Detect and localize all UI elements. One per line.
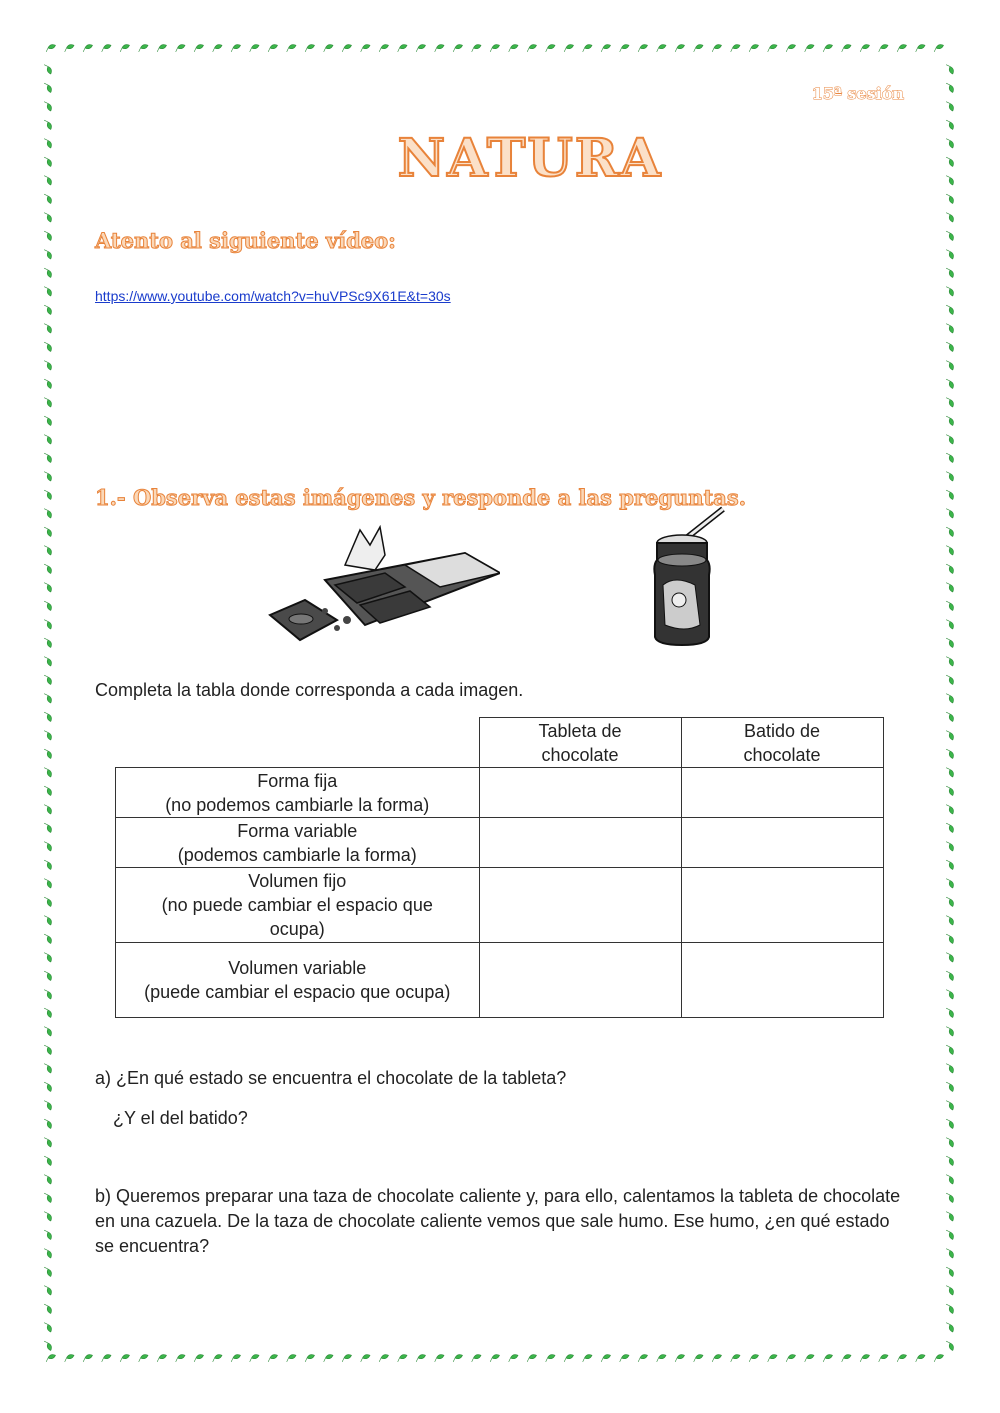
leaf-mark <box>44 266 52 278</box>
leaf-mark <box>470 1353 482 1361</box>
leaf-mark <box>946 433 954 445</box>
leaf-mark <box>946 766 954 778</box>
leaf-mark <box>710 43 722 51</box>
leaf-mark <box>44 673 52 685</box>
leaf-mark <box>636 43 648 51</box>
leaf-mark <box>946 895 954 907</box>
leaf-mark <box>100 1353 112 1361</box>
leaf-mark <box>655 1353 667 1361</box>
page-title: NATURA <box>397 128 663 189</box>
leaf-mark <box>44 303 52 315</box>
leaf-mark <box>618 43 630 51</box>
leaf-mark <box>44 359 52 371</box>
answer-cell[interactable] <box>479 768 681 818</box>
leaf-mark <box>946 377 954 389</box>
leaf-mark <box>655 43 667 51</box>
question-a2: ¿Y el del batido? <box>113 1108 248 1128</box>
leaf-mark <box>946 340 954 352</box>
leaf-mark <box>946 470 954 482</box>
leaf-mark <box>44 1025 52 1037</box>
leaf-mark <box>946 525 954 537</box>
leaf-mark <box>946 581 954 593</box>
leaf-mark <box>44 1339 52 1351</box>
row-label-forma-variable: Forma variable (podemos cambiarle la forma) <box>116 818 480 868</box>
leaf-mark <box>914 43 926 51</box>
leaf-mark <box>44 1321 52 1333</box>
chocolate-bar-image <box>265 525 500 645</box>
leaf-mark <box>44 1302 52 1314</box>
leaf-mark <box>44 988 52 1000</box>
leaf-mark <box>946 211 954 223</box>
leaf-mark <box>946 1339 954 1351</box>
leaf-mark <box>44 470 52 482</box>
leaf-mark <box>44 1062 52 1074</box>
leaf-mark <box>946 1025 954 1037</box>
leaf-mark <box>44 858 52 870</box>
leaf-mark <box>946 858 954 870</box>
leaf-mark <box>784 43 796 51</box>
leaf-mark <box>946 322 954 334</box>
leaf-mark <box>396 1353 408 1361</box>
table-corner <box>116 718 480 768</box>
leaf-mark <box>784 1353 796 1361</box>
leaf-mark <box>44 1154 52 1166</box>
leaf-mark <box>44 192 52 204</box>
leaf-mark <box>359 43 371 51</box>
leaf-mark <box>488 1353 500 1361</box>
leaf-mark <box>946 414 954 426</box>
leaf-mark <box>359 1353 371 1361</box>
leaf-mark <box>946 821 954 833</box>
leaf-mark <box>44 544 52 556</box>
leaf-mark <box>507 43 519 51</box>
leaf-mark <box>946 951 954 963</box>
leaf-mark <box>192 43 204 51</box>
leaf-mark <box>44 969 52 981</box>
leaf-mark <box>44 100 52 112</box>
leaf-mark <box>44 692 52 704</box>
leaf-mark <box>44 1210 52 1222</box>
leaf-mark <box>636 1353 648 1361</box>
leaf-mark <box>946 1265 954 1277</box>
leaf-mark <box>729 43 741 51</box>
leaf-mark <box>44 914 52 926</box>
leaf-mark <box>932 43 944 51</box>
leaf-mark <box>525 43 537 51</box>
leaf-mark <box>322 1353 334 1361</box>
leaf-mark <box>840 43 852 51</box>
question-b: b) Queremos preparar una taza de chocolate caliente y, para ello, calentamos la tableta de chocolate en una cazuela. De la taza de chocolate caliente vemos que sale humo. Ese humo, ¿en qué estado se encuentra? <box>95 1186 901 1256</box>
leaf-mark <box>766 43 778 51</box>
leaf-mark <box>946 396 954 408</box>
leaf-mark <box>946 1173 954 1185</box>
leaf-mark <box>248 43 260 51</box>
leaf-mark <box>211 1353 223 1361</box>
answer-cell[interactable] <box>681 943 883 1018</box>
answer-cell[interactable] <box>479 943 681 1018</box>
leaf-mark <box>803 43 815 51</box>
row-label-forma-fija: Forma fija (no podemos cambiarle la forma) <box>116 768 480 818</box>
leaf-mark <box>946 562 954 574</box>
leaf-mark <box>946 451 954 463</box>
leaf-mark <box>285 43 297 51</box>
leaf-mark <box>44 229 52 241</box>
leaf-mark <box>692 1353 704 1361</box>
leaf-mark <box>673 43 685 51</box>
leaf-mark <box>946 636 954 648</box>
leaf-mark <box>211 43 223 51</box>
leaf-mark <box>946 1062 954 1074</box>
leaf-mark <box>44 488 52 500</box>
leaf-mark <box>946 507 954 519</box>
leaf-mark <box>44 63 52 75</box>
session-label: 15ª sesión <box>811 84 904 103</box>
leaf-mark <box>340 43 352 51</box>
leaf-mark <box>946 1043 954 1055</box>
answer-cell[interactable] <box>681 818 883 868</box>
leaf-mark <box>946 285 954 297</box>
answer-cell[interactable] <box>479 868 681 943</box>
leaf-mark <box>618 1353 630 1361</box>
leaf-mark <box>692 43 704 51</box>
leaf-mark <box>544 43 556 51</box>
leaf-mark <box>377 1353 389 1361</box>
leaf-mark <box>44 951 52 963</box>
leaf-mark <box>766 1353 778 1361</box>
leaf-mark <box>155 1353 167 1361</box>
video-heading: Atento al siguiente vídeo: <box>95 228 396 253</box>
leaf-mark <box>946 1080 954 1092</box>
leaf-mark <box>821 1353 833 1361</box>
leaf-mark <box>44 784 52 796</box>
leaf-mark <box>303 1353 315 1361</box>
leaf-mark <box>44 525 52 537</box>
leaf-mark <box>946 1154 954 1166</box>
leaf-mark <box>285 1353 297 1361</box>
leaf-mark <box>946 1247 954 1259</box>
leaf-mark <box>44 562 52 574</box>
leaf-mark <box>946 1321 954 1333</box>
leaf-mark <box>322 43 334 51</box>
leaf-mark <box>155 43 167 51</box>
column-header-batido: Batido de chocolate <box>681 718 883 768</box>
leaf-mark <box>248 1353 260 1361</box>
leaf-mark <box>118 1353 130 1361</box>
leaf-mark <box>44 396 52 408</box>
leaf-mark <box>858 43 870 51</box>
leaf-mark <box>192 1353 204 1361</box>
leaf-mark <box>174 43 186 51</box>
leaf-mark <box>946 729 954 741</box>
leaf-mark <box>946 544 954 556</box>
leaf-mark <box>44 803 52 815</box>
leaf-mark <box>946 969 954 981</box>
answer-cell[interactable] <box>479 818 681 868</box>
leaf-mark <box>946 192 954 204</box>
leaf-mark <box>946 266 954 278</box>
leaf-mark <box>63 1353 75 1361</box>
leaf-mark <box>946 673 954 685</box>
leaf-mark <box>946 1228 954 1240</box>
leaf-mark <box>44 599 52 611</box>
leaf-mark <box>946 1191 954 1203</box>
leaf-mark <box>44 1099 52 1111</box>
leaf-mark <box>81 1353 93 1361</box>
leaf-mark <box>946 1006 954 1018</box>
leaf-mark <box>81 43 93 51</box>
leaf-mark <box>44 285 52 297</box>
leaf-mark <box>174 1353 186 1361</box>
leaf-mark <box>488 43 500 51</box>
leaf-mark <box>44 1006 52 1018</box>
leaf-mark <box>266 43 278 51</box>
leaf-mark <box>914 1353 926 1361</box>
leaf-mark <box>44 414 52 426</box>
leaf-mark <box>946 803 954 815</box>
leaf-mark <box>229 1353 241 1361</box>
leaf-mark <box>44 81 52 93</box>
leaf-mark <box>946 1099 954 1111</box>
leaf-mark <box>44 877 52 889</box>
row-label-volumen-fijo: Volumen fijo (no puede cambiar el espacio que ocupa) <box>116 868 480 943</box>
leaf-mark <box>44 433 52 445</box>
leaf-mark <box>507 1353 519 1361</box>
leaf-mark <box>118 43 130 51</box>
leaf-mark <box>946 877 954 889</box>
leaf-mark <box>396 43 408 51</box>
video-link[interactable]: https://www.youtube.com/watch?v=huVPSc9X61E&t=30s <box>95 288 451 304</box>
leaf-mark <box>44 636 52 648</box>
leaf-mark <box>946 988 954 1000</box>
leaf-mark <box>946 618 954 630</box>
leaf-mark <box>44 1353 56 1361</box>
leaf-mark <box>433 43 445 51</box>
leaf-mark <box>710 1353 722 1361</box>
question-1-heading: 1.- Observa estas imágenes y responde a las preguntas. <box>95 485 747 510</box>
leaf-mark <box>946 710 954 722</box>
leaf-mark <box>44 618 52 630</box>
leaf-mark <box>44 451 52 463</box>
leaf-mark <box>858 1353 870 1361</box>
leaf-mark <box>433 1353 445 1361</box>
leaf-mark <box>562 43 574 51</box>
leaf-mark <box>100 43 112 51</box>
leaf-mark <box>44 766 52 778</box>
leaf-mark <box>137 1353 149 1361</box>
leaf-mark <box>303 43 315 51</box>
leaf-mark <box>451 1353 463 1361</box>
table-instruction: Completa la tabla donde corresponda a cada imagen. <box>95 680 524 700</box>
question-a: a) ¿En qué estado se encuentra el chocolate de la tableta? <box>95 1068 567 1088</box>
leaf-mark <box>44 1173 52 1185</box>
leaf-mark <box>747 43 759 51</box>
leaf-mark <box>229 43 241 51</box>
row-label-volumen-variable: Volumen variable (puede cambiar el espacio que ocupa) <box>116 943 480 1018</box>
leaf-mark <box>729 1353 741 1361</box>
leaf-mark <box>44 1136 52 1148</box>
leaf-mark <box>946 100 954 112</box>
leaf-mark <box>946 1302 954 1314</box>
leaf-mark <box>877 43 889 51</box>
leaf-mark <box>946 1117 954 1129</box>
leaf-mark <box>377 43 389 51</box>
leaf-mark <box>44 581 52 593</box>
leaf-mark <box>525 1353 537 1361</box>
leaf-mark <box>44 1080 52 1092</box>
leaf-mark <box>581 43 593 51</box>
leaf-mark <box>44 840 52 852</box>
leaf-mark <box>932 1353 944 1361</box>
leaf-mark <box>44 1117 52 1129</box>
leaf-mark <box>599 43 611 51</box>
leaf-mark <box>946 692 954 704</box>
leaf-mark <box>63 43 75 51</box>
leaf-mark <box>266 1353 278 1361</box>
leaf-mark <box>470 43 482 51</box>
leaf-mark <box>821 43 833 51</box>
leaf-mark <box>44 1191 52 1203</box>
leaf-mark <box>44 895 52 907</box>
leaf-mark <box>946 784 954 796</box>
leaf-mark <box>946 63 954 75</box>
leaf-mark <box>946 840 954 852</box>
leaf-mark <box>599 1353 611 1361</box>
leaf-mark <box>840 1353 852 1361</box>
leaf-mark <box>946 1210 954 1222</box>
leaf-mark <box>340 1353 352 1361</box>
leaf-mark <box>803 1353 815 1361</box>
leaf-mark <box>946 248 954 260</box>
leaf-mark <box>414 1353 426 1361</box>
leaf-mark <box>44 729 52 741</box>
leaf-mark <box>44 655 52 667</box>
states-table <box>115 717 884 1018</box>
leaf-mark <box>44 377 52 389</box>
leaf-mark <box>44 43 56 51</box>
leaf-mark <box>562 1353 574 1361</box>
answer-cell[interactable] <box>681 868 883 943</box>
leaf-mark <box>44 507 52 519</box>
leaf-mark <box>946 1136 954 1148</box>
leaf-mark <box>895 43 907 51</box>
leaf-mark <box>946 655 954 667</box>
leaf-mark <box>946 747 954 759</box>
leaf-mark <box>946 359 954 371</box>
leaf-mark <box>44 710 52 722</box>
leaf-mark <box>44 821 52 833</box>
chocolate-milkshake-image <box>645 505 725 650</box>
leaf-mark <box>946 488 954 500</box>
answer-cell[interactable] <box>681 768 883 818</box>
column-header-tableta: Tableta de chocolate <box>479 718 681 768</box>
leaf-mark <box>747 1353 759 1361</box>
leaf-mark <box>946 914 954 926</box>
leaf-mark <box>44 932 52 944</box>
leaf-mark <box>946 229 954 241</box>
leaf-mark <box>877 1353 889 1361</box>
leaf-mark <box>451 43 463 51</box>
leaf-mark <box>946 81 954 93</box>
leaf-mark <box>44 747 52 759</box>
leaf-mark <box>44 211 52 223</box>
leaf-mark <box>946 599 954 611</box>
leaf-mark <box>44 1265 52 1277</box>
leaf-mark <box>44 1043 52 1055</box>
leaf-mark <box>544 1353 556 1361</box>
leaf-mark <box>44 322 52 334</box>
leaf-mark <box>946 932 954 944</box>
leaf-mark <box>44 248 52 260</box>
leaf-mark <box>44 1284 52 1296</box>
leaf-mark <box>44 340 52 352</box>
leaf-mark <box>137 43 149 51</box>
leaf-mark <box>895 1353 907 1361</box>
leaf-mark <box>44 1228 52 1240</box>
leaf-mark <box>581 1353 593 1361</box>
leaf-mark <box>946 1284 954 1296</box>
leaf-mark <box>414 43 426 51</box>
leaf-mark <box>946 303 954 315</box>
leaf-mark <box>44 1247 52 1259</box>
leaf-mark <box>673 1353 685 1361</box>
